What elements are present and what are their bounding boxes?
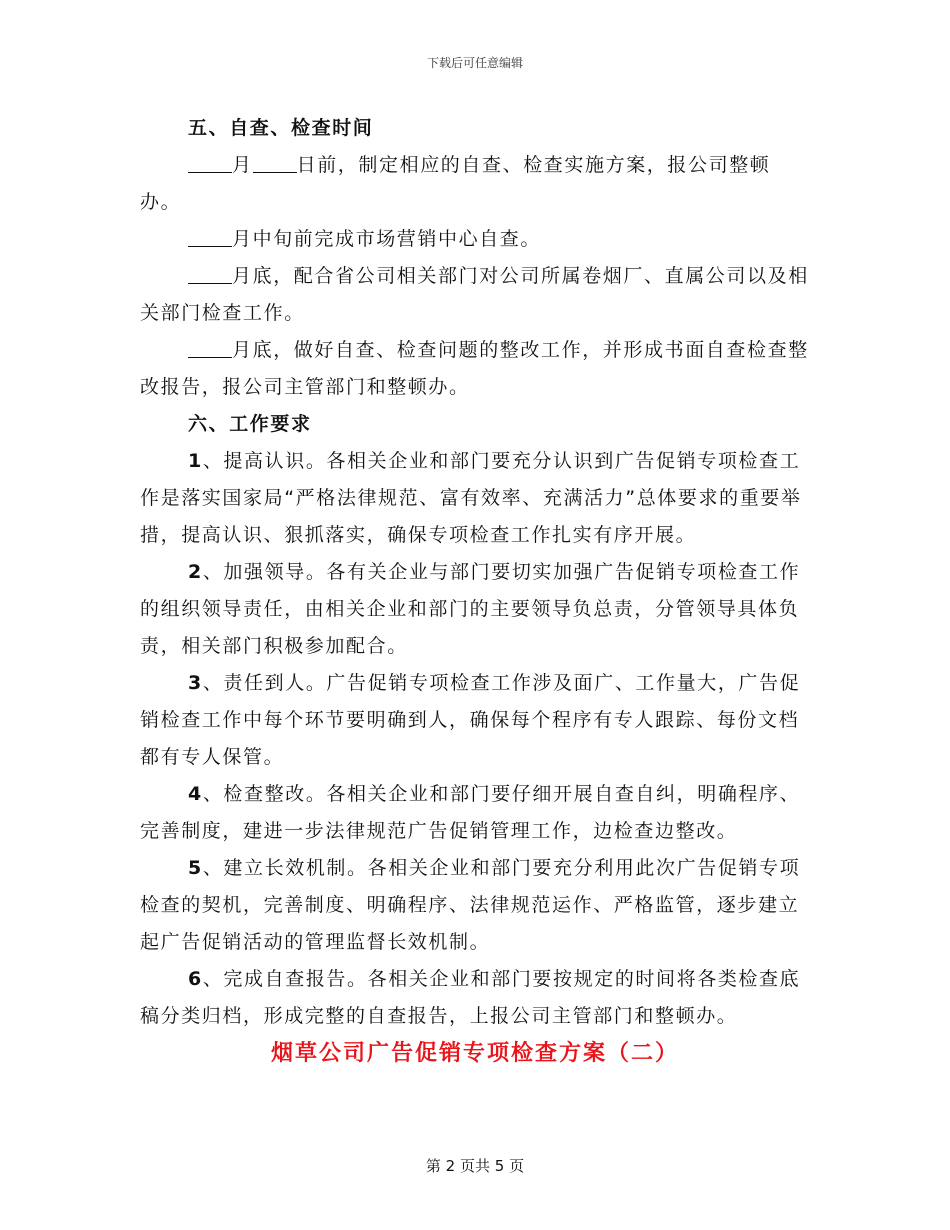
- requirement-item: [140, 850, 810, 961]
- requirement-item: [140, 961, 810, 1035]
- paragraph-text: 日前，制定相应的自查、检查实施方案，报公司整顿办。: [140, 154, 771, 213]
- item-number: 1: [188, 450, 203, 472]
- page-header: 下载后可任意编辑: [426, 56, 523, 70]
- fill-blank: [188, 263, 232, 284]
- section-6-heading: 六、工作要求: [188, 413, 312, 435]
- item-number: 5: [188, 857, 203, 879]
- next-section-title: 烟草公司广告促销专项检查方案（二）: [270, 1041, 679, 1066]
- requirement-item: [140, 665, 810, 776]
- paragraph-text: 月底，配合省公司相关部门对公司所属卷烟厂、直属公司以及相关部门检查工作。: [140, 265, 809, 324]
- fill-blank: [188, 152, 232, 173]
- item-number: 2: [188, 561, 203, 583]
- paragraph: [140, 258, 810, 332]
- paragraph: [140, 332, 810, 406]
- item-number: 6: [188, 968, 203, 990]
- fill-blank: [188, 226, 232, 247]
- item-text: 、加强领导。各有关企业与部门要切实加强广告促销专项检查工作的组织领导责任，由相关企业和部门的主要领导负总责，分管领导具体负责，相关部门积极参加配合。: [140, 561, 801, 657]
- item-number: 4: [188, 783, 203, 805]
- paragraph: [140, 147, 810, 221]
- item-number: 3: [188, 672, 203, 694]
- paragraph-text: 月中旬前完成市场营销中心自查。: [232, 228, 542, 250]
- page-footer: 第 2 页共 5 页: [425, 1157, 525, 1175]
- item-text: 、提高认识。各相关企业和部门要充分认识到广告促销专项检查工作是落实国家局“严格法律规范、富有效率、充满活力”总体要求的重要举措，提高认识、狠抓落实，确保专项检查工作扎实有序开展。: [140, 450, 802, 546]
- document-body: [140, 110, 810, 1035]
- paragraph-text: 月: [232, 154, 253, 176]
- item-text: 、检查整改。各相关企业和部门要仔细开展自查自纠，明确程序、完善制度，建进一步法律规范广告促销管理工作，边检查边整改。: [140, 783, 801, 842]
- requirement-item: [140, 776, 810, 850]
- section-5-heading: 五、自查、检查时间: [188, 117, 374, 139]
- item-text: 、责任到人。广告促销专项检查工作涉及面广、工作量大，广告促销检查工作中每个环节要明确到人，确保每个程序有专人跟踪、每份文档都有专人保管。: [140, 672, 801, 768]
- paragraph: [140, 221, 810, 258]
- paragraph-text: 月底，做好自查、检查问题的整改工作，并形成书面自查检查整改报告，报公司主管部门和整顿办。: [140, 339, 809, 398]
- item-text: 、完成自查报告。各相关企业和部门要按规定的时间将各类检查底稿分类归档，形成完整的自查报告，上报公司主管部门和整顿办。: [140, 968, 801, 1027]
- requirement-item: [140, 554, 810, 665]
- item-text: 、建立长效机制。各相关企业和部门要充分利用此次广告促销专项检查的契机，完善制度、明确程序、法律规范运作、严格监管，逐步建立起广告促销活动的管理监督长效机制。: [140, 857, 801, 953]
- fill-blank: [253, 152, 297, 173]
- requirement-item: [140, 443, 810, 554]
- fill-blank: [188, 337, 232, 358]
